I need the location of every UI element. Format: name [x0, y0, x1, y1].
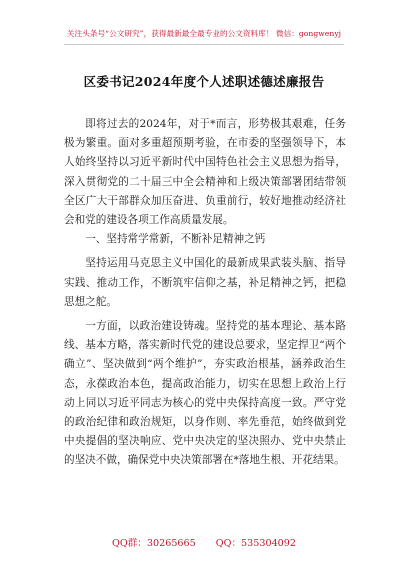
- document-title: 区委书记2024年度个人述职述德述廉报告: [83, 74, 325, 89]
- document-body: [64, 115, 346, 471]
- body-paragraph: 坚持运用马克思主义中国化的最新成果武装头脑、指导实践、推动工作，不断筑牢信仰之基，补足精神之钙，把稳思想之舵。: [64, 257, 346, 308]
- body-paragraph: 一方面，以政治建设铸魂。坚持党的基本理论、基本路线、基本方略，落实新时代党的建设总要求，坚定捍卫“两个确立”、坚决做到“两个维护”，夯实政治根基，涵养政治生态，永葆政治本色，提高政治能力，切实在思想上政治上行动上同以习近平同志为核心的党中央保持高度一致。严守党的政治纪律和政治规矩，以身作则、率先垂范，始终做到党中央提倡的坚决响应、党中央决定的坚决照办、党中央禁止的坚决不做，确保党中央决策部署在*落地生根、开花结果。: [64, 320, 346, 467]
- qq-number: QQ：535304092: [215, 538, 296, 549]
- qq-group-number: QQ群：30265665: [111, 538, 196, 549]
- header-divider: [64, 44, 344, 45]
- intro-paragraph: 即将过去的2024年，对于*而言，形势极其艰难，任务极为繁重。面对多重超预期考验，在市委的坚强领导下，本人始终坚持以习近平新时代中国特色社会主义思想为指导，深入贯彻党的二十届三中全会精神和上级决策部署团结带领全区广大干部群众加压奋进、负重前行，较好地推动经济社会和党的建设各项工作高质量发展。: [64, 118, 346, 227]
- promo-header: 关注头条号“公文研究”，获得最新最全最专业的公文资料库！ 微信：gongwenyj: [66, 29, 342, 38]
- qq-footer: [0, 535, 408, 549]
- section-heading: 一、坚持常学常新，不断补足精神之钙: [85, 233, 266, 246]
